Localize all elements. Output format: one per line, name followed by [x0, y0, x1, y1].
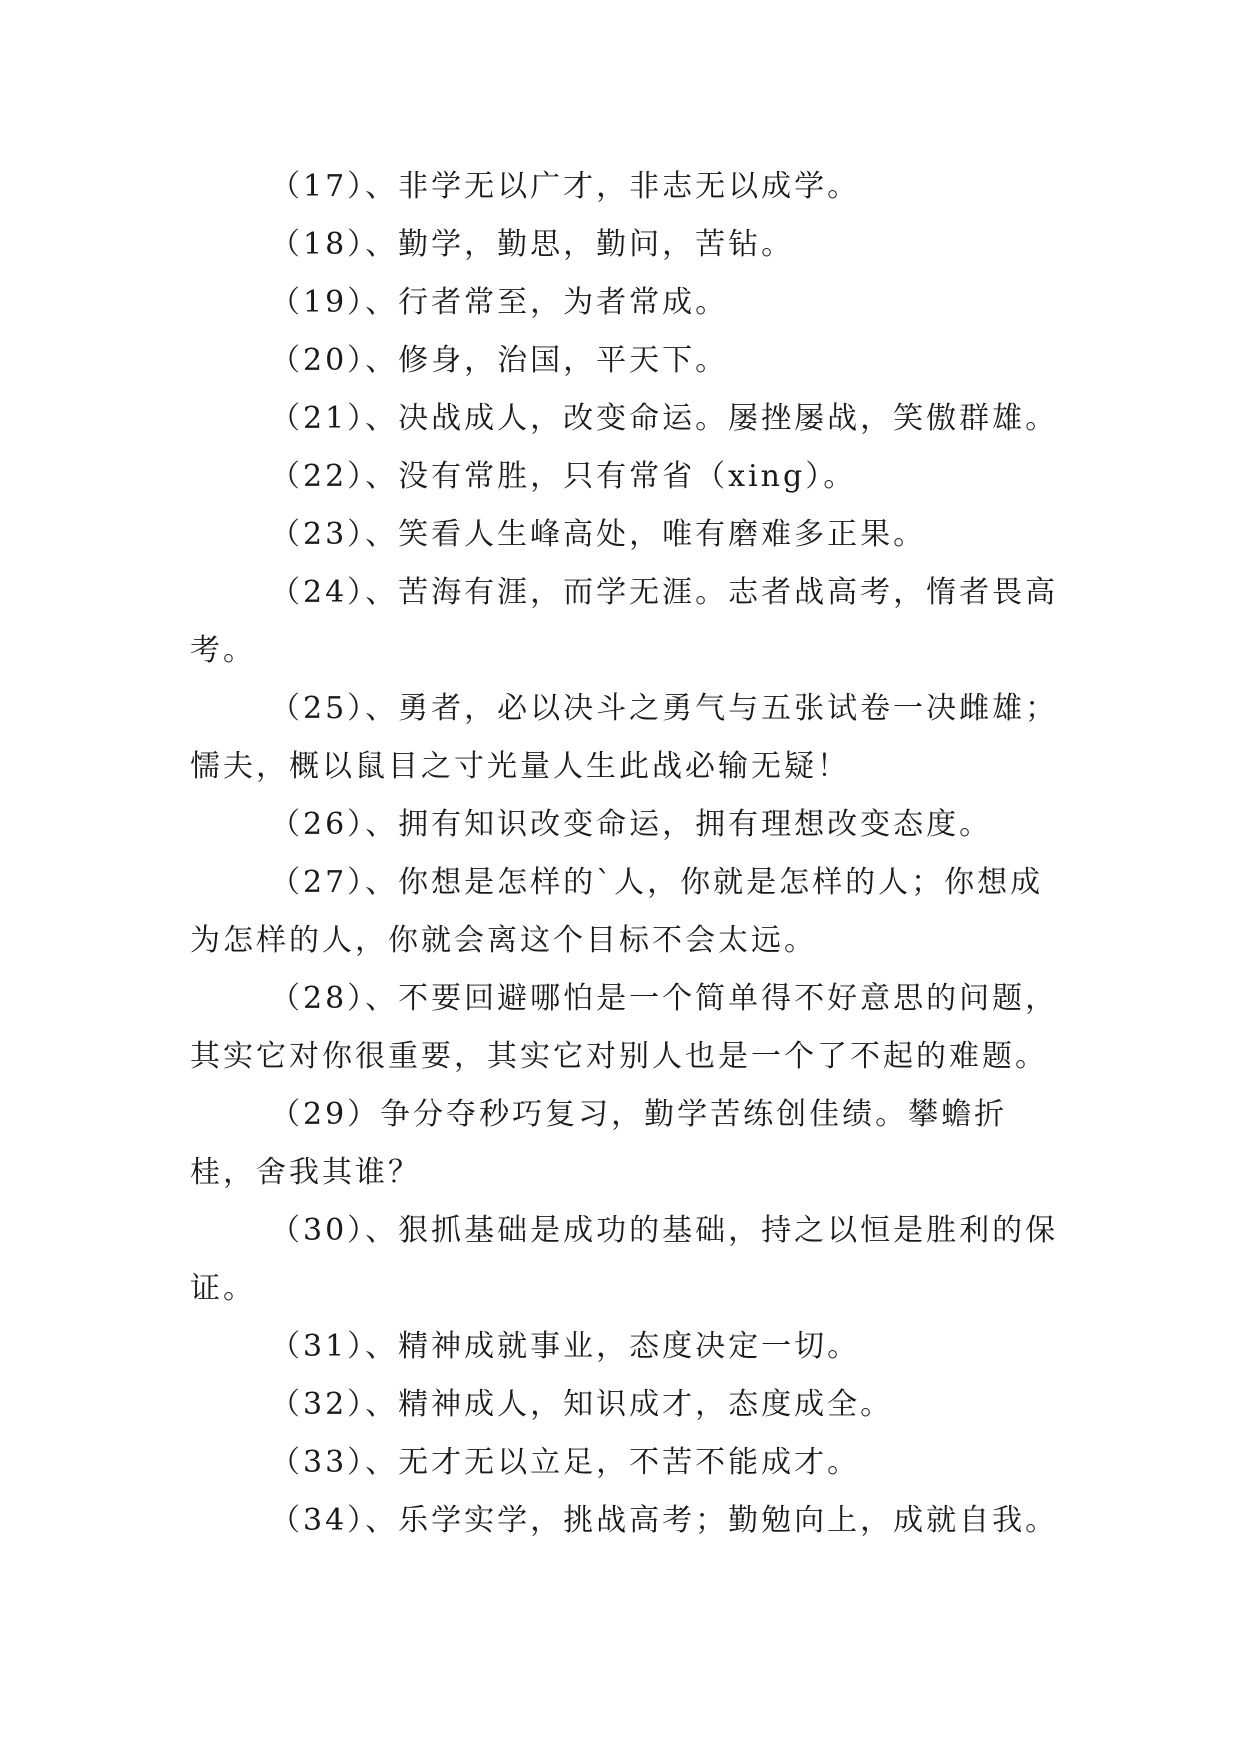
- paragraph-18: （18）、勤学，勤思，勤问，苦钻。: [270, 227, 795, 262]
- paragraph-29: （29）争分夺秒巧复习，勤学苦练创佳绩。攀蟾折桂，舍我其谁？: [190, 1097, 1008, 1190]
- paragraph-22: （22）、没有常胜，只有常省（xing）。: [270, 459, 857, 494]
- paragraph-26: （26）、拥有知识改变命运，拥有理想改变态度。: [270, 807, 993, 842]
- paragraph-27: （27）、你想是怎样的`人，你就是怎样的人；你想成为怎样的人，你就会离这个目标不会太远。: [190, 865, 1044, 958]
- paragraph-23: （23）、笑看人生峰高处，唯有磨难多正果。: [270, 517, 927, 552]
- paragraph-25: （25）、勇者，必以决斗之勇气与五张试卷一决雌雄；懦夫，概以鼠目之寸光量人生此战必输无疑！: [190, 691, 1059, 784]
- paragraph-21: （21）、决战成人，改变命运。屡挫屡战，笑傲群雄。: [270, 401, 1059, 436]
- paragraph-17: （17）、非学无以广才，非志无以成学。: [270, 169, 861, 204]
- paragraph-24: （24）、苦海有涯，而学无涯。志者战高考，惰者畏高考。: [190, 575, 1059, 668]
- paragraph-28: （28）、不要回避哪怕是一个简单得不好意思的问题，其实它对你很重要，其实它对别人也是一个了不起的难题。: [190, 981, 1059, 1074]
- document-body: [190, 158, 1070, 1550]
- paragraph-31: （31）、精神成就事业，态度决定一切。: [270, 1329, 861, 1364]
- paragraph-34: （34）、乐学实学，挑战高考；勤勉向上，成就自我。: [270, 1503, 1059, 1538]
- paragraph-33: （33）、无才无以立足，不苦不能成才。: [270, 1445, 861, 1480]
- paragraph-20: （20）、修身，治国，平天下。: [270, 343, 729, 378]
- paragraph-30: （30）、狠抓基础是成功的基础，持之以恒是胜利的保证。: [190, 1213, 1059, 1306]
- paragraph-19: （19）、行者常至，为者常成。: [270, 285, 729, 320]
- paragraph-32: （32）、精神成人，知识成才，态度成全。: [270, 1387, 894, 1422]
